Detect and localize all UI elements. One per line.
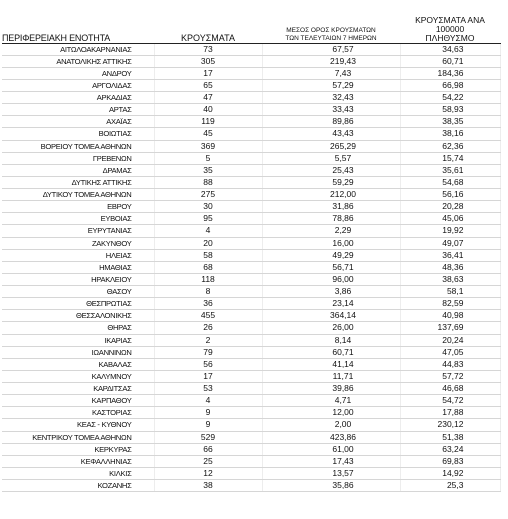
- per-100k-cell[interactable]: 25,3: [400, 480, 500, 492]
- table-row: [2, 346, 500, 358]
- average-cell[interactable]: 59,29: [262, 176, 400, 188]
- average-cell[interactable]: 219,43: [262, 55, 400, 67]
- average-cell[interactable]: 212,00: [262, 189, 400, 201]
- average-cell[interactable]: 23,14: [262, 298, 400, 310]
- cases-cell[interactable]: 12: [154, 467, 262, 479]
- per-100k-cell[interactable]: 35,61: [400, 164, 500, 176]
- region-cell[interactable]: ΑΡΤΑΣ: [2, 104, 154, 116]
- table-row: [2, 189, 500, 201]
- table-row: [2, 370, 500, 382]
- table-row: [2, 176, 500, 188]
- table-row: [2, 225, 500, 237]
- per-100k-cell[interactable]: 184,36: [400, 67, 500, 79]
- cases-cell[interactable]: 47: [154, 92, 262, 104]
- per-100k-cell[interactable]: 38,16: [400, 128, 500, 140]
- per-100k-cell[interactable]: 17,88: [400, 407, 500, 419]
- header-cases: [154, 14, 262, 43]
- table-header: [2, 14, 500, 43]
- cases-cell[interactable]: 36: [154, 298, 262, 310]
- cases-cell[interactable]: 4: [154, 395, 262, 407]
- table-row: [2, 467, 500, 479]
- cases-cell[interactable]: 118: [154, 273, 262, 285]
- region-cell[interactable]: ΕΥΡΥΤΑΝΙΑΣ: [2, 225, 154, 237]
- average-cell[interactable]: 33,43: [262, 104, 400, 116]
- cases-cell[interactable]: 45: [154, 128, 262, 140]
- average-cell[interactable]: 32,43: [262, 92, 400, 104]
- average-cell[interactable]: 423,86: [262, 431, 400, 443]
- header-region: [2, 14, 154, 43]
- table-row: [2, 237, 500, 249]
- average-cell[interactable]: 67,57: [262, 43, 400, 55]
- cases-cell[interactable]: 26: [154, 322, 262, 334]
- region-cell[interactable]: ΑΡΚΑΔΙΑΣ: [2, 92, 154, 104]
- table-row: [2, 152, 500, 164]
- per-100k-cell[interactable]: 49,07: [400, 237, 500, 249]
- per-100k-cell[interactable]: 230,12: [400, 419, 500, 431]
- per-100k-cell[interactable]: 44,83: [400, 358, 500, 370]
- table-row: [2, 140, 500, 152]
- per-100k-cell[interactable]: 57,72: [400, 370, 500, 382]
- average-cell[interactable]: 61,00: [262, 443, 400, 455]
- region-cell[interactable]: ΑΙΤΩΛΟΑΚΑΡΝΑΝΙΑΣ: [2, 43, 154, 55]
- table-row: [2, 455, 500, 467]
- cases-cell[interactable]: 20: [154, 237, 262, 249]
- table-row: [2, 249, 500, 261]
- region-cell[interactable]: ΚΑΒΑΛΑΣ: [2, 358, 154, 370]
- region-cell[interactable]: ΒΟΡΕΙΟΥ ΤΟΜΕΑ ΑΘΗΝΩΝ: [2, 140, 154, 152]
- cases-cell[interactable]: 68: [154, 261, 262, 273]
- table-row: [2, 407, 500, 419]
- average-cell[interactable]: 11,71: [262, 370, 400, 382]
- table-row: [2, 92, 500, 104]
- per-100k-cell[interactable]: 54,68: [400, 176, 500, 188]
- table-row: [2, 273, 500, 285]
- average-cell[interactable]: 16,00: [262, 237, 400, 249]
- cases-cell[interactable]: 9: [154, 407, 262, 419]
- table-row: [2, 164, 500, 176]
- header-average-line1: ΜΕΣΟΣ ΟΡΟΣ ΚΡΟΥΣΜΑΤΩΝ: [286, 26, 376, 34]
- average-cell[interactable]: 26,00: [262, 322, 400, 334]
- table-row: [2, 213, 500, 225]
- header-row: [2, 14, 500, 43]
- per-100k-cell[interactable]: 20,28: [400, 201, 500, 213]
- cases-cell[interactable]: 56: [154, 358, 262, 370]
- table-row: [2, 395, 500, 407]
- cases-cell[interactable]: 275: [154, 189, 262, 201]
- cases-cell[interactable]: 17: [154, 67, 262, 79]
- average-cell[interactable]: 8,14: [262, 334, 400, 346]
- cases-cell[interactable]: 4: [154, 225, 262, 237]
- per-100k-cell[interactable]: 54,72: [400, 395, 500, 407]
- cases-cell[interactable]: 2: [154, 334, 262, 346]
- average-cell[interactable]: 89,86: [262, 116, 400, 128]
- table-row: [2, 55, 500, 67]
- average-cell[interactable]: 57,29: [262, 79, 400, 91]
- table-row: [2, 104, 500, 116]
- region-cell[interactable]: ΘΗΡΑΣ: [2, 322, 154, 334]
- per-100k-cell[interactable]: 46,68: [400, 383, 500, 395]
- region-cell[interactable]: ΔΥΤΙΚΟΥ ΤΟΜΕΑ ΑΘΗΝΩΝ: [2, 189, 154, 201]
- region-cell[interactable]: ΑΡΓΟΛΙΔΑΣ: [2, 79, 154, 91]
- table-row: [2, 334, 500, 346]
- per-100k-cell[interactable]: 38,63: [400, 273, 500, 285]
- per-100k-cell[interactable]: 56,16: [400, 189, 500, 201]
- average-cell[interactable]: 41,14: [262, 358, 400, 370]
- cases-cell[interactable]: 9: [154, 419, 262, 431]
- cases-cell[interactable]: 35: [154, 164, 262, 176]
- region-cell[interactable]: ΕΒΡΟΥ: [2, 201, 154, 213]
- cases-cell[interactable]: 65: [154, 79, 262, 91]
- per-100k-cell[interactable]: 51,38: [400, 431, 500, 443]
- cases-cell[interactable]: 369: [154, 140, 262, 152]
- average-cell[interactable]: 7,43: [262, 67, 400, 79]
- table-row: [2, 358, 500, 370]
- region-cell[interactable]: ΑΧΑΪΑΣ: [2, 116, 154, 128]
- region-cell[interactable]: ΕΥΒΟΙΑΣ: [2, 213, 154, 225]
- region-cell[interactable]: ΚΕΑΣ - ΚΥΘΝΟΥ: [2, 419, 154, 431]
- region-cell[interactable]: ΘΕΣΣΑΛΟΝΙΚΗΣ: [2, 310, 154, 322]
- region-cell[interactable]: ΓΡΕΒΕΝΩΝ: [2, 152, 154, 164]
- per-100k-cell[interactable]: 82,59: [400, 298, 500, 310]
- per-100k-cell[interactable]: 54,22: [400, 92, 500, 104]
- table-row: [2, 322, 500, 334]
- region-cell[interactable]: ΙΚΑΡΙΑΣ: [2, 334, 154, 346]
- per-100k-cell[interactable]: 36,41: [400, 249, 500, 261]
- cases-cell[interactable]: 455: [154, 310, 262, 322]
- header-cases-label: ΚΡΟΥΣΜΑΤΑ: [181, 32, 235, 43]
- per-100k-cell[interactable]: 66,98: [400, 79, 500, 91]
- header-per-100k-line1: ΚΡΟΥΣΜΑΤΑ ΑΝΑ 100000: [415, 14, 485, 34]
- table-row: [2, 286, 500, 298]
- per-100k-cell[interactable]: 48,36: [400, 261, 500, 273]
- covid-cases-table: [2, 14, 501, 492]
- per-100k-cell[interactable]: 40,98: [400, 310, 500, 322]
- average-cell[interactable]: 31,86: [262, 201, 400, 213]
- region-cell[interactable]: ΚΟΖΑΝΗΣ: [2, 480, 154, 492]
- cases-cell[interactable]: 119: [154, 116, 262, 128]
- average-cell[interactable]: 364,14: [262, 310, 400, 322]
- table-body: [2, 43, 500, 492]
- table-row: [2, 419, 500, 431]
- per-100k-cell[interactable]: 38,35: [400, 116, 500, 128]
- header-per-100k-line2: ΠΛΗΘΥΣΜΟ: [425, 32, 475, 43]
- region-cell[interactable]: ΚΑΡΠΑΘΟΥ: [2, 395, 154, 407]
- region-cell[interactable]: ΚΕΦΑΛΛΗΝΙΑΣ: [2, 455, 154, 467]
- table-row: [2, 201, 500, 213]
- cases-cell[interactable]: 8: [154, 286, 262, 298]
- cases-cell[interactable]: 30: [154, 201, 262, 213]
- average-cell[interactable]: 12,00: [262, 407, 400, 419]
- table-row: [2, 79, 500, 91]
- cases-cell[interactable]: 305: [154, 55, 262, 67]
- region-cell[interactable]: ΖΑΚΥΝΘΟΥ: [2, 237, 154, 249]
- region-cell[interactable]: ΚΙΛΚΙΣ: [2, 467, 154, 479]
- table-row: [2, 116, 500, 128]
- cases-cell[interactable]: 73: [154, 43, 262, 55]
- per-100k-cell[interactable]: 60,71: [400, 55, 500, 67]
- average-cell[interactable]: 3,86: [262, 286, 400, 298]
- table-row: [2, 310, 500, 322]
- cases-cell[interactable]: 79: [154, 346, 262, 358]
- per-100k-cell[interactable]: 34,63: [400, 43, 500, 55]
- average-cell[interactable]: 265,29: [262, 140, 400, 152]
- cases-cell[interactable]: 88: [154, 176, 262, 188]
- average-cell[interactable]: 49,29: [262, 249, 400, 261]
- cases-cell[interactable]: 38: [154, 480, 262, 492]
- average-cell[interactable]: 4,71: [262, 395, 400, 407]
- cases-cell[interactable]: 40: [154, 104, 262, 116]
- table-row: [2, 298, 500, 310]
- average-cell[interactable]: 5,57: [262, 152, 400, 164]
- average-cell[interactable]: 25,43: [262, 164, 400, 176]
- per-100k-cell[interactable]: 47,05: [400, 346, 500, 358]
- region-cell[interactable]: ΙΩΑΝΝΙΝΩΝ: [2, 346, 154, 358]
- header-average: [262, 14, 400, 43]
- region-cell[interactable]: ΚΑΡΔΙΤΣΑΣ: [2, 383, 154, 395]
- average-cell[interactable]: 43,43: [262, 128, 400, 140]
- table-row: [2, 67, 500, 79]
- cases-cell[interactable]: 25: [154, 455, 262, 467]
- region-cell[interactable]: ΑΝΑΤΟΛΙΚΗΣ ΑΤΤΙΚΗΣ: [2, 55, 154, 67]
- average-cell[interactable]: 96,00: [262, 273, 400, 285]
- table-row: [2, 443, 500, 455]
- per-100k-cell[interactable]: 62,36: [400, 140, 500, 152]
- region-cell[interactable]: ΗΜΑΘΙΑΣ: [2, 261, 154, 273]
- header-per-100k: [400, 14, 500, 43]
- region-cell[interactable]: ΚΕΡΚΥΡΑΣ: [2, 443, 154, 455]
- per-100k-cell[interactable]: 14,92: [400, 467, 500, 479]
- average-cell[interactable]: 2,00: [262, 419, 400, 431]
- region-cell[interactable]: ΔΡΑΜΑΣ: [2, 164, 154, 176]
- average-cell[interactable]: 17,43: [262, 455, 400, 467]
- per-100k-cell[interactable]: 19,92: [400, 225, 500, 237]
- header-region-label: ΠΕΡΙΦΕΡΕΙΑΚΗ ΕΝΟΤΗΤΑ: [2, 32, 111, 43]
- region-cell[interactable]: ΚΕΝΤΡΙΚΟΥ ΤΟΜΕΑ ΑΘΗΝΩΝ: [2, 431, 154, 443]
- per-100k-cell[interactable]: 137,69: [400, 322, 500, 334]
- table-row: [2, 480, 500, 492]
- average-cell[interactable]: 39,86: [262, 383, 400, 395]
- cases-cell[interactable]: 95: [154, 213, 262, 225]
- per-100k-cell[interactable]: 15,74: [400, 152, 500, 164]
- header-average-line2: ΤΩΝ ΤΕΛΕΥΤΑΙΩΝ 7 ΗΜΕΡΩΝ: [285, 34, 377, 42]
- per-100k-cell[interactable]: 58,1: [400, 286, 500, 298]
- table-row: [2, 383, 500, 395]
- per-100k-cell[interactable]: 58,93: [400, 104, 500, 116]
- cases-cell[interactable]: 53: [154, 383, 262, 395]
- region-cell[interactable]: ΗΡΑΚΛΕΙΟΥ: [2, 273, 154, 285]
- table-row: [2, 261, 500, 273]
- cases-cell[interactable]: 17: [154, 370, 262, 382]
- region-cell[interactable]: ΗΛΕΙΑΣ: [2, 249, 154, 261]
- region-cell[interactable]: ΚΑΣΤΟΡΙΑΣ: [2, 407, 154, 419]
- region-cell[interactable]: ΔΥΤΙΚΗΣ ΑΤΤΙΚΗΣ: [2, 176, 154, 188]
- per-100k-cell[interactable]: 69,83: [400, 455, 500, 467]
- region-cell[interactable]: ΚΑΛΥΜΝΟΥ: [2, 370, 154, 382]
- cases-cell[interactable]: 58: [154, 249, 262, 261]
- table-row: [2, 128, 500, 140]
- average-cell[interactable]: 60,71: [262, 346, 400, 358]
- region-cell[interactable]: ΘΑΣΟΥ: [2, 286, 154, 298]
- cases-cell[interactable]: 66: [154, 443, 262, 455]
- cases-cell[interactable]: 5: [154, 152, 262, 164]
- per-100k-cell[interactable]: 45,06: [400, 213, 500, 225]
- average-cell[interactable]: 13,57: [262, 467, 400, 479]
- region-cell[interactable]: ΘΕΣΠΡΩΤΙΑΣ: [2, 298, 154, 310]
- region-cell[interactable]: ΑΝΔΡΟΥ: [2, 67, 154, 79]
- average-cell[interactable]: 78,86: [262, 213, 400, 225]
- cases-cell[interactable]: 529: [154, 431, 262, 443]
- table-row: [2, 431, 500, 443]
- average-cell[interactable]: 35,86: [262, 480, 400, 492]
- region-cell[interactable]: ΒΟΙΩΤΙΑΣ: [2, 128, 154, 140]
- table-row: [2, 43, 500, 55]
- per-100k-cell[interactable]: 20,24: [400, 334, 500, 346]
- average-cell[interactable]: 56,71: [262, 261, 400, 273]
- per-100k-cell[interactable]: 63,24: [400, 443, 500, 455]
- average-cell[interactable]: 2,29: [262, 225, 400, 237]
